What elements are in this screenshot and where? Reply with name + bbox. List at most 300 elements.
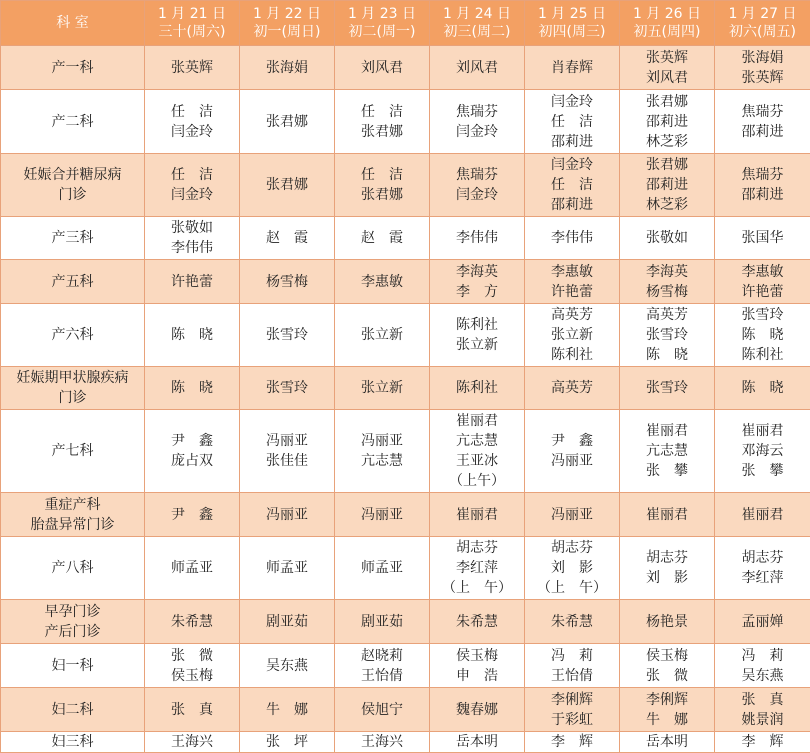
doctor-name: 张君娜	[620, 155, 714, 175]
doctor-name: 焦瑞芬	[430, 102, 524, 122]
duty-cell	[145, 688, 240, 732]
schedule-row	[1, 46, 810, 90]
doctor-name: 孟丽婵	[715, 612, 810, 632]
duty-cell	[335, 217, 430, 260]
duty-cell	[715, 493, 810, 537]
department-cell	[1, 537, 145, 600]
department-cell	[1, 304, 145, 367]
doctor-name: 亢志慧	[335, 451, 429, 471]
duty-cell	[525, 688, 620, 732]
duty-cell	[430, 154, 525, 217]
duty-cell	[335, 154, 430, 217]
day-header: 1 月 25 日 初四(周三)	[525, 1, 620, 46]
department-cell	[1, 688, 145, 732]
doctor-name: 张国华	[715, 228, 810, 248]
schedule-row	[1, 600, 810, 644]
duty-cell	[620, 732, 715, 753]
department-name: 产二科	[1, 112, 144, 132]
duty-cell	[145, 644, 240, 688]
doctor-name: 岳本明	[430, 732, 524, 752]
doctor-name: 任 洁	[335, 102, 429, 122]
doctor-name: 张 微	[145, 646, 239, 666]
doctor-name: 闫金玲	[145, 185, 239, 205]
doctor-name: 王亚冰	[430, 451, 524, 471]
schedule-row	[1, 367, 810, 410]
doctor-name: 李俐辉	[525, 690, 619, 710]
duty-cell	[240, 217, 335, 260]
department-name: 妇三科	[1, 732, 144, 752]
doctor-name: 陈利社	[430, 315, 524, 335]
doctor-name: 吴东燕	[715, 666, 810, 686]
duty-cell	[145, 90, 240, 154]
department-name: 产五科	[1, 272, 144, 292]
doctor-name: 冯丽亚	[240, 505, 334, 525]
doctor-name: 任 洁	[145, 102, 239, 122]
doctor-name: （上午）	[430, 471, 524, 491]
department-cell	[1, 154, 145, 217]
schedule-row	[1, 493, 810, 537]
doctor-name: 师孟亚	[240, 558, 334, 578]
duty-cell	[525, 217, 620, 260]
doctor-name: 李惠敏	[525, 262, 619, 282]
duty-cell	[335, 537, 430, 600]
doctor-name: 李海英	[430, 262, 524, 282]
doctor-name: 刘风君	[335, 58, 429, 78]
doctor-name: 刘 影	[620, 568, 714, 588]
doctor-name: 杨雪梅	[620, 282, 714, 302]
doctor-name: 李 方	[430, 282, 524, 302]
doctor-name: 张君娜	[620, 92, 714, 112]
doctor-name: 张佳佳	[240, 451, 334, 471]
department-name: 重症产科	[1, 495, 144, 515]
duty-cell	[335, 493, 430, 537]
duty-cell	[145, 600, 240, 644]
doctor-name: 邓海云	[715, 441, 810, 461]
doctor-name: 魏春娜	[430, 700, 524, 720]
doctor-name: 朱希慧	[430, 612, 524, 632]
doctor-name: 林芝彩	[620, 195, 714, 215]
duty-cell	[620, 217, 715, 260]
department-cell	[1, 410, 145, 493]
duty-cell	[145, 217, 240, 260]
duty-cell	[430, 46, 525, 90]
duty-cell	[145, 260, 240, 304]
doctor-name: 杨艳景	[620, 612, 714, 632]
doctor-name: 牛 娜	[240, 700, 334, 720]
doctor-name: 闫金玲	[145, 122, 239, 142]
doctor-name: 李惠敏	[715, 262, 810, 282]
doctor-name: 张君娜	[335, 122, 429, 142]
day-header: 1 月 22 日 初一(周日)	[240, 1, 335, 46]
schedule-body	[1, 46, 810, 753]
duty-cell	[525, 410, 620, 493]
duty-cell	[335, 46, 430, 90]
duty-cell	[620, 154, 715, 217]
schedule-row	[1, 537, 810, 600]
doctor-name: 任 洁	[145, 165, 239, 185]
day-header: 1 月 23 日 初二(周一)	[335, 1, 430, 46]
duty-cell	[715, 154, 810, 217]
doctor-name: 李 辉	[715, 732, 810, 752]
doctor-name: 冯丽亚	[240, 431, 334, 451]
doctor-name: 冯丽亚	[335, 505, 429, 525]
doctor-name: 李伟伟	[145, 238, 239, 258]
duty-cell	[240, 367, 335, 410]
duty-cell	[620, 304, 715, 367]
duty-cell	[335, 367, 430, 410]
doctor-name: 张敬如	[620, 228, 714, 248]
duty-cell	[335, 410, 430, 493]
doctor-name: 崔丽君	[620, 505, 714, 525]
duty-cell	[145, 732, 240, 753]
doctor-name: 牛 娜	[620, 710, 714, 730]
duty-cell	[335, 260, 430, 304]
doctor-name: 陈利社	[715, 345, 810, 365]
duty-cell	[240, 410, 335, 493]
department-name: 胎盘异常门诊	[1, 515, 144, 535]
doctor-name: 张雪玲	[240, 325, 334, 345]
duty-cell	[145, 410, 240, 493]
doctor-name: 张 真	[715, 690, 810, 710]
doctor-name: 王怡倩	[335, 666, 429, 686]
doctor-name: 张英辉	[145, 58, 239, 78]
doctor-name: 崔丽君	[715, 421, 810, 441]
duty-cell	[240, 493, 335, 537]
doctor-name: 于彩虹	[525, 710, 619, 730]
duty-cell	[240, 46, 335, 90]
doctor-name: 张雪玲	[715, 305, 810, 325]
duty-cell	[525, 732, 620, 753]
duty-cell	[620, 46, 715, 90]
department-name: 妊娠合并糖尿病	[1, 165, 144, 185]
duty-cell	[715, 304, 810, 367]
doctor-name: 张立新	[335, 325, 429, 345]
doctor-name: 陈利社	[525, 345, 619, 365]
doctor-name: 师孟亚	[145, 558, 239, 578]
doctor-name: 吴东燕	[240, 656, 334, 676]
duty-cell	[240, 732, 335, 753]
duty-cell	[430, 732, 525, 753]
doctor-name: 李伟伟	[430, 228, 524, 248]
doctor-name: 张 攀	[620, 461, 714, 481]
duty-cell	[335, 732, 430, 753]
duty-cell	[715, 537, 810, 600]
doctor-name: 剧亚茹	[240, 612, 334, 632]
doctor-name: 张 坪	[240, 732, 334, 752]
doctor-name: 胡志芬	[620, 548, 714, 568]
doctor-name: 陈 晓	[145, 325, 239, 345]
doctor-name: 闫金玲	[430, 185, 524, 205]
schedule-row	[1, 410, 810, 493]
doctor-name: 焦瑞芬	[430, 165, 524, 185]
doctor-name: 崔丽君	[430, 505, 524, 525]
duty-cell	[430, 493, 525, 537]
doctor-name: 侯玉梅	[145, 666, 239, 686]
duty-cell	[620, 410, 715, 493]
schedule-row	[1, 732, 810, 753]
schedule-row	[1, 90, 810, 154]
department-name: 产六科	[1, 325, 144, 345]
duty-cell	[525, 644, 620, 688]
department-name: 妇二科	[1, 700, 144, 720]
department-name: 妊娠期甲状腺疾病	[1, 368, 144, 388]
department-name: 早孕门诊	[1, 602, 144, 622]
doctor-name: 任 洁	[525, 175, 619, 195]
duty-cell	[430, 217, 525, 260]
doctor-name: 尹 鑫	[145, 431, 239, 451]
duty-cell	[335, 688, 430, 732]
duty-cell	[525, 90, 620, 154]
duty-cell	[715, 260, 810, 304]
department-name: 妇一科	[1, 656, 144, 676]
doctor-name: 侯玉梅	[430, 646, 524, 666]
doctor-name: 崔丽君	[430, 411, 524, 431]
doctor-name: 张 真	[145, 700, 239, 720]
doctor-name: 王怡倩	[525, 666, 619, 686]
doctor-name: 陈 晓	[715, 378, 810, 398]
duty-cell	[715, 217, 810, 260]
schedule-row	[1, 688, 810, 732]
doctor-name: 庞占双	[145, 451, 239, 471]
doctor-name: 任 洁	[525, 112, 619, 132]
day-header: 1 月 24 日 初三(周二)	[430, 1, 525, 46]
day-header: 1 月 26 日 初五(周四)	[620, 1, 715, 46]
doctor-name: 朱希慧	[145, 612, 239, 632]
department-cell	[1, 600, 145, 644]
duty-cell	[145, 537, 240, 600]
duty-cell	[430, 600, 525, 644]
doctor-name: 焦瑞芬	[715, 102, 810, 122]
day-header: 1 月 27 日 初六(周五)	[715, 1, 810, 46]
doctor-name: 邵莉进	[620, 175, 714, 195]
duty-cell	[240, 644, 335, 688]
doctor-name: 尹 鑫	[525, 431, 619, 451]
doctor-name: 陈 晓	[145, 378, 239, 398]
doctor-name: 赵 霞	[335, 228, 429, 248]
duty-cell	[335, 644, 430, 688]
duty-cell	[430, 688, 525, 732]
doctor-name: 张立新	[525, 325, 619, 345]
duty-cell	[240, 600, 335, 644]
doctor-name: 张雪玲	[620, 325, 714, 345]
doctor-name: 张君娜	[335, 185, 429, 205]
duty-cell	[240, 90, 335, 154]
duty-cell	[525, 600, 620, 644]
doctor-name: 高英芳	[525, 378, 619, 398]
doctor-name: 陈 晓	[620, 345, 714, 365]
doctor-name: 赵 霞	[240, 228, 334, 248]
department-cell	[1, 217, 145, 260]
duty-cell	[715, 367, 810, 410]
duty-cell	[715, 688, 810, 732]
duty-cell	[715, 410, 810, 493]
duty-cell	[430, 90, 525, 154]
duty-cell	[240, 260, 335, 304]
doctor-name: 李俐辉	[620, 690, 714, 710]
schedule-row	[1, 644, 810, 688]
doctor-name: 邵莉进	[525, 195, 619, 215]
duty-cell	[620, 367, 715, 410]
duty-cell	[525, 493, 620, 537]
duty-cell	[430, 367, 525, 410]
doctor-name: 师孟亚	[335, 558, 429, 578]
duty-cell	[145, 154, 240, 217]
doctor-name: 张英辉	[620, 48, 714, 68]
department-name: 产八科	[1, 558, 144, 578]
doctor-name: 高英芳	[620, 305, 714, 325]
doctor-name: 刘 影	[525, 558, 619, 578]
doctor-name: 邵莉进	[715, 185, 810, 205]
doctor-name: 刘风君	[620, 68, 714, 88]
doctor-name: 邵莉进	[620, 112, 714, 132]
doctor-name: 王海兴	[145, 732, 239, 752]
duty-cell	[430, 410, 525, 493]
doctor-name: 亢志慧	[620, 441, 714, 461]
doctor-name: 胡志芬	[525, 538, 619, 558]
doctor-name: 赵晓莉	[335, 646, 429, 666]
doctor-name: （上 午）	[525, 578, 619, 598]
doctor-name: 李红萍	[715, 568, 810, 588]
doctor-name: 张 攀	[715, 461, 810, 481]
doctor-name: 邵莉进	[525, 132, 619, 152]
department-name: 产七科	[1, 441, 144, 461]
doctor-name: 李红萍	[430, 558, 524, 578]
doctor-name: 亢志慧	[430, 431, 524, 451]
duty-cell	[525, 260, 620, 304]
doctor-name: 崔丽君	[620, 421, 714, 441]
dept-column-header: 科 室	[1, 1, 145, 46]
duty-cell	[715, 90, 810, 154]
doctor-name: 冯 莉	[525, 646, 619, 666]
doctor-name: 冯丽亚	[525, 505, 619, 525]
duty-cell	[525, 367, 620, 410]
doctor-name: 姚景润	[715, 710, 810, 730]
department-cell	[1, 644, 145, 688]
doctor-name: 张雪玲	[240, 378, 334, 398]
duty-cell	[620, 260, 715, 304]
doctor-name: 焦瑞芬	[715, 165, 810, 185]
doctor-name: 闫金玲	[525, 92, 619, 112]
doctor-name: 张 微	[620, 666, 714, 686]
duty-cell	[525, 46, 620, 90]
doctor-name: 闫金玲	[430, 122, 524, 142]
day-header: 1 月 21 日 三十(周六)	[145, 1, 240, 46]
doctor-name: 李惠敏	[335, 272, 429, 292]
duty-cell	[620, 644, 715, 688]
doctor-name: 胡志芬	[715, 548, 810, 568]
doctor-name: 陈利社	[430, 378, 524, 398]
doctor-name: 张雪玲	[620, 378, 714, 398]
doctor-name: 林芝彩	[620, 132, 714, 152]
doctor-name: 李 辉	[525, 732, 619, 752]
doctor-name: 许艳蕾	[715, 282, 810, 302]
department-cell	[1, 732, 145, 753]
doctor-name: 陈 晓	[715, 325, 810, 345]
duty-cell	[240, 537, 335, 600]
department-name: 门诊	[1, 388, 144, 408]
duty-cell	[715, 644, 810, 688]
doctor-name: 岳本明	[620, 732, 714, 752]
doctor-name: 闫金玲	[525, 155, 619, 175]
schedule-row	[1, 217, 810, 260]
header-row	[1, 1, 810, 46]
doctor-name: 张君娜	[240, 175, 334, 195]
doctor-name: 侯旭宁	[335, 700, 429, 720]
doctor-name: 刘风君	[430, 58, 524, 78]
duty-cell	[525, 154, 620, 217]
doctor-name: 冯丽亚	[335, 431, 429, 451]
department-name: 产三科	[1, 228, 144, 248]
department-name: 门诊	[1, 185, 144, 205]
duty-cell	[715, 46, 810, 90]
doctor-name: 张立新	[430, 335, 524, 355]
schedule-row	[1, 154, 810, 217]
duty-cell	[715, 732, 810, 753]
doctor-name: 张立新	[335, 378, 429, 398]
duty-cell	[430, 537, 525, 600]
doctor-name: 李海英	[620, 262, 714, 282]
duty-cell	[335, 90, 430, 154]
duty-cell	[240, 154, 335, 217]
department-cell	[1, 46, 145, 90]
doctor-name: 许艳蕾	[145, 272, 239, 292]
department-cell	[1, 493, 145, 537]
doctor-name: 张英辉	[715, 68, 810, 88]
duty-cell	[240, 688, 335, 732]
doctor-name: 李伟伟	[525, 228, 619, 248]
duty-cell	[620, 688, 715, 732]
doctor-name: 王海兴	[335, 732, 429, 752]
doctor-name: 胡志芬	[430, 538, 524, 558]
department-cell	[1, 90, 145, 154]
duty-cell	[145, 46, 240, 90]
doctor-name: 申 浩	[430, 666, 524, 686]
doctor-name: 冯 莉	[715, 646, 810, 666]
schedule-row	[1, 260, 810, 304]
doctor-name: 张君娜	[240, 112, 334, 132]
duty-cell	[620, 600, 715, 644]
duty-cell	[240, 304, 335, 367]
doctor-name: 张海娟	[240, 58, 334, 78]
duty-cell	[335, 600, 430, 644]
department-name: 产后门诊	[1, 622, 144, 642]
doctor-name: 尹 鑫	[145, 505, 239, 525]
department-name: 产一科	[1, 58, 144, 78]
duty-cell	[525, 537, 620, 600]
doctor-name: 邵莉进	[715, 122, 810, 142]
doctor-name: 朱希慧	[525, 612, 619, 632]
duty-cell	[145, 493, 240, 537]
doctor-name: 许艳蕾	[525, 282, 619, 302]
doctor-name: 张海娟	[715, 48, 810, 68]
doctor-name: 肖春辉	[525, 58, 619, 78]
doctor-name: 高英芳	[525, 305, 619, 325]
doctor-name: （上 午）	[430, 578, 524, 598]
doctor-name: 张敬如	[145, 218, 239, 238]
duty-cell	[620, 537, 715, 600]
department-cell	[1, 367, 145, 410]
duty-cell	[430, 644, 525, 688]
duty-cell	[145, 367, 240, 410]
doctor-name: 崔丽君	[715, 505, 810, 525]
duty-cell	[620, 493, 715, 537]
duty-cell	[430, 304, 525, 367]
doctor-name: 任 洁	[335, 165, 429, 185]
duty-cell	[430, 260, 525, 304]
department-cell	[1, 260, 145, 304]
doctor-name: 侯玉梅	[620, 646, 714, 666]
doctor-name: 冯丽亚	[525, 451, 619, 471]
